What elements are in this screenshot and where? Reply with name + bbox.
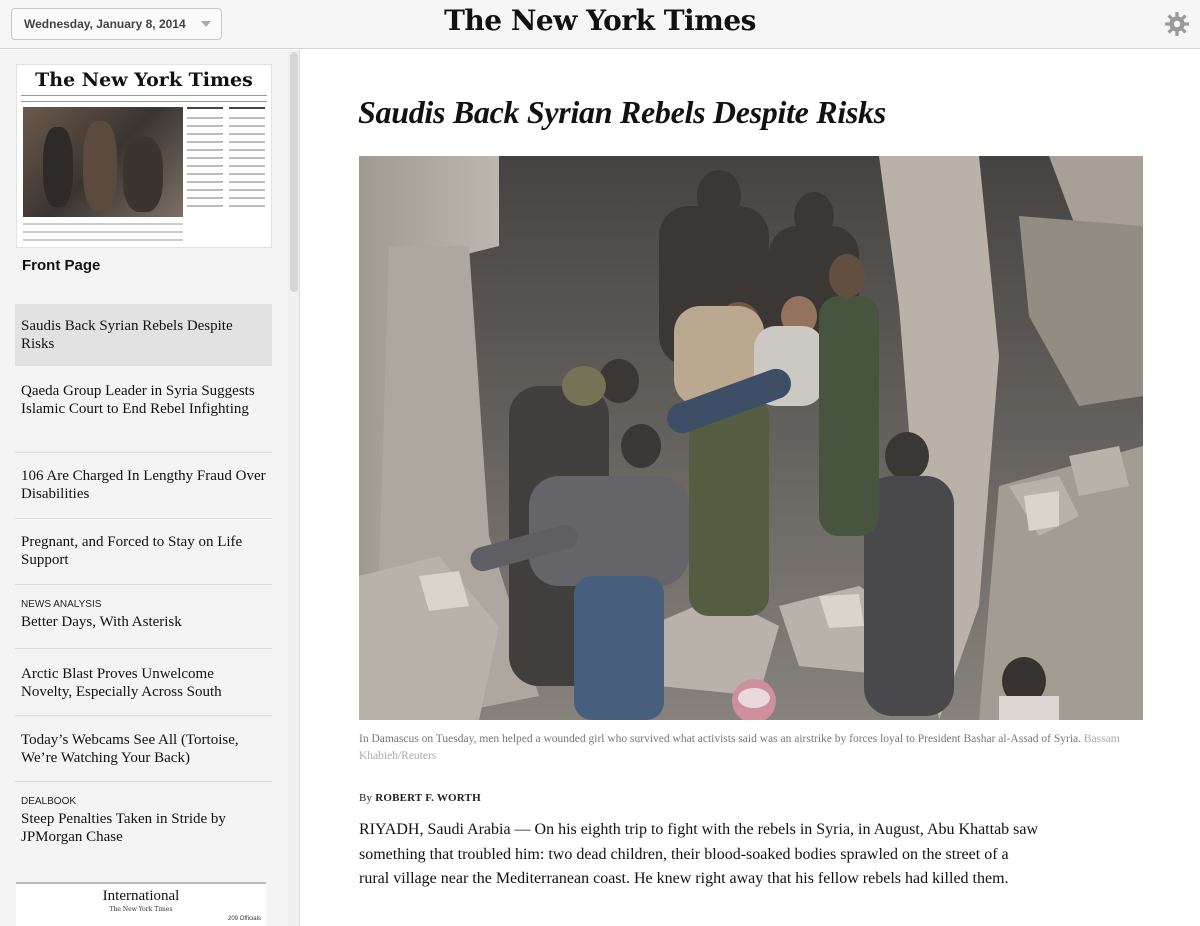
list-item-title: Pregnant, and Forced to Stay on Life Support bbox=[21, 534, 243, 568]
front-page-photo bbox=[23, 107, 183, 217]
sidebar-scrollbar-thumb[interactable] bbox=[290, 52, 298, 292]
list-item-title: Better Days, With Asterisk bbox=[21, 614, 182, 630]
list-item-title: Saudis Back Syrian Rebels Despite Risks bbox=[21, 318, 233, 352]
list-item[interactable] bbox=[15, 591, 272, 639]
front-page-columns bbox=[187, 107, 267, 247]
list-item[interactable] bbox=[15, 459, 272, 511]
list-item[interactable] bbox=[15, 525, 272, 577]
section-sidebar bbox=[0, 50, 300, 926]
article-photo bbox=[359, 156, 1143, 720]
gear-icon[interactable] bbox=[1164, 11, 1190, 37]
front-page-thumbnail[interactable] bbox=[16, 64, 272, 248]
front-page-masthead: The New York Times bbox=[35, 69, 253, 91]
divider bbox=[15, 715, 272, 716]
article-body: RIYADH, Saudi Arabia — On his eighth trip to fight with the rebels in Syria, in August, Abu Khattab saw something that troubled him: two dead children, their blood-soaked bodies sprawled on the street of a rural village near the Mediterranean coast. He knew right away that his fellow rebels had killed them. bbox=[359, 821, 1039, 887]
divider bbox=[15, 452, 272, 453]
list-item-kicker: NEWS ANALYSIS bbox=[21, 599, 102, 610]
photo-caption bbox=[359, 731, 1143, 765]
top-bar bbox=[0, 0, 1200, 49]
byline-author: ROBERT F. WORTH bbox=[375, 792, 481, 804]
list-item-title: 106 Are Charged In Lengthy Fraud Over Disabilities bbox=[21, 468, 266, 502]
divider bbox=[21, 101, 267, 102]
international-title: International bbox=[102, 888, 180, 904]
divider bbox=[15, 518, 272, 519]
divider bbox=[21, 95, 267, 96]
front-page-label[interactable]: Front Page bbox=[22, 257, 101, 274]
masthead-logo: The New York Times bbox=[444, 4, 756, 37]
list-item-title: Steep Penalties Taken in Stride by JPMorgan Chase bbox=[21, 811, 226, 845]
divider bbox=[15, 584, 272, 585]
byline-prefix: By bbox=[359, 792, 373, 804]
photo-credit: Bassam Khabieh/Reuters bbox=[359, 733, 1120, 762]
international-subtitle: The New York Times bbox=[109, 906, 173, 913]
article-byline bbox=[359, 792, 481, 804]
caption-text: In Damascus on Tuesday, men helped a wounded girl who survived what activists said was an airstrike by forces loyal to President Bashar al-Assad of Syria. bbox=[359, 733, 1082, 745]
list-item-title: Arctic Blast Proves Unwelcome Novelty, Especially Across South bbox=[21, 666, 222, 700]
divider bbox=[15, 781, 272, 782]
list-item-kicker: DEALBOOK bbox=[21, 796, 77, 807]
list-item-title: Qaeda Group Leader in Syria Suggests Islamic Court to End Rebel Infighting bbox=[21, 383, 255, 417]
list-item[interactable] bbox=[15, 788, 272, 854]
international-section-thumbnail[interactable] bbox=[16, 882, 266, 926]
list-item[interactable] bbox=[15, 723, 272, 775]
divider bbox=[15, 648, 272, 649]
list-item-title: Today’s Webcams See All (Tortoise, We’re Watching Your Back) bbox=[21, 732, 239, 766]
photo-illustration bbox=[359, 156, 1143, 720]
list-item[interactable] bbox=[15, 657, 272, 709]
international-snippet: 209 Officials bbox=[228, 916, 261, 922]
list-item[interactable] bbox=[15, 374, 272, 426]
date-label: Wednesday, January 8, 2014 bbox=[24, 17, 186, 31]
article-headline: Saudis Back Syrian Rebels Despite Risks bbox=[358, 94, 886, 130]
list-item[interactable] bbox=[15, 304, 272, 366]
